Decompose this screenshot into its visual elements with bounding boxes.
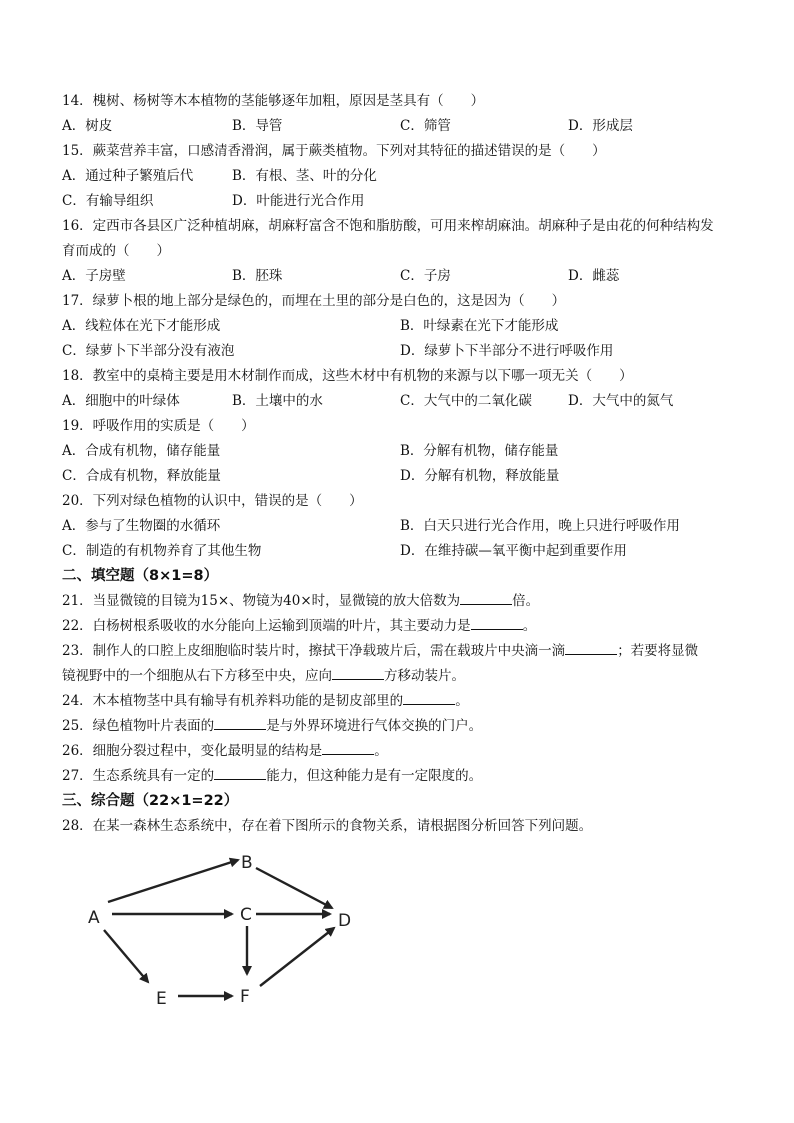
q17-option-c: C．绿萝卜下半部分没有液泡 — [62, 343, 235, 359]
q19-option-b: B．分解有机物，储存能量 — [400, 443, 559, 459]
q19-stem: 19．呼吸作用的实质是（ ） — [62, 418, 255, 434]
q18-option-d: D．大气中的氮气 — [568, 393, 674, 409]
q19-option-a: A．合成有机物，储存能量 — [62, 443, 221, 459]
q23-text-b: ；若要将显微 — [617, 643, 699, 659]
q14-option-a: A．树皮 — [62, 118, 113, 134]
q25-text-b: 是与外界环境进行气体交换的门户。 — [266, 718, 483, 734]
q14-option-d: D．形成层 — [568, 118, 633, 134]
q22 — [62, 617, 536, 635]
q16-option-c: C．子房 — [400, 268, 451, 284]
node-a-label: A — [88, 908, 100, 928]
arrow-a-to-b — [108, 860, 238, 902]
q24-text-a: 24．木本植物茎中具有输导有机养料功能的是韧皮部里的 — [62, 693, 404, 709]
q26 — [62, 742, 388, 760]
node-b-label: B — [241, 853, 253, 873]
q18-option-c: C．大气中的二氧化碳 — [400, 393, 532, 409]
q15-option-a: A．通过种子繁殖后代 — [62, 168, 194, 184]
section-comprehensive-heading: 三、综合题（22×1=22） — [62, 793, 239, 809]
q14-option-c: C．筛管 — [400, 118, 451, 134]
section-fill-in-heading: 二、填空题（8×1=8） — [62, 568, 219, 584]
arrow-f-to-d — [260, 928, 334, 986]
q27 — [62, 767, 482, 785]
q23-answer-blank-1[interactable] — [565, 642, 617, 655]
q25 — [62, 717, 482, 735]
q15-option-c: C．有输导组织 — [62, 193, 154, 209]
q21 — [62, 592, 539, 610]
q22-answer-blank[interactable] — [471, 617, 523, 630]
q14-stem: 14．槐树、杨树等木本植物的茎能够逐年加粗，原因是茎具有（ ） — [62, 93, 485, 109]
q20-option-d: D．在维持碳—氧平衡中起到重要作用 — [400, 543, 627, 559]
q14-option-b: B．导管 — [232, 118, 283, 134]
q25-text-a: 25．绿色植物叶片表面的 — [62, 718, 215, 734]
q22-text-a: 22．白杨树根系吸收的水分能向上运输到顶端的叶片，其主要动力是 — [62, 618, 471, 634]
q15-option-d: D．叶能进行光合作用 — [232, 193, 365, 209]
q18-option-b: B．土壤中的水 — [232, 393, 323, 409]
q19-option-c: C．合成有机物，释放能量 — [62, 468, 221, 484]
q26-text-b: 。 — [374, 743, 388, 759]
q15-stem: 15．蕨菜营养丰富，口感清香滑润，属于蕨类植物。下列对其特征的描述错误的是（ ） — [62, 143, 606, 159]
q20-option-c: C．制造的有机物养育了其他生物 — [62, 543, 262, 559]
q16-stem-line1: 16．定西市各县区广泛种植胡麻，胡麻籽富含不饱和脂肪酸，可用来榨胡麻油。胡麻种子是由花的何种结构发 — [62, 218, 714, 234]
q23-line2 — [62, 667, 465, 685]
q22-text-b: 。 — [522, 618, 537, 634]
q15-option-b: B．有根、茎、叶的分化 — [232, 168, 377, 184]
q16-option-a: A．子房壁 — [62, 268, 126, 284]
q26-text-a: 26．细胞分裂过程中，变化最明显的结构是 — [62, 743, 323, 759]
q17-option-b: B．叶绿素在光下才能形成 — [400, 318, 559, 334]
arrow-a-to-e — [104, 930, 148, 982]
arrow-b-to-d — [256, 868, 332, 908]
q20-option-a: A．参与了生物圈的水循环 — [62, 518, 221, 534]
q21-text-b: 倍。 — [512, 593, 540, 609]
q17-stem: 17．绿萝卜根的地上部分是绿色的，而埋在土里的部分是白色的，这是因为（ ） — [62, 293, 566, 309]
q18-stem: 18．教室中的桌椅主要是用木材制作而成，这些木材中有机物的来源与以下哪一项无关（ ） — [62, 368, 633, 384]
node-d-label: D — [338, 911, 352, 931]
food-web-diagram — [60, 840, 380, 1020]
q21-answer-blank[interactable] — [460, 592, 512, 605]
q16-option-d: D．雌蕊 — [568, 268, 620, 284]
q23-text-d: 方移动装片。 — [384, 668, 465, 684]
q17-option-a: A．线粒体在光下才能形成 — [62, 318, 221, 334]
q17-option-d: D．绿萝卜下半部分不进行呼吸作用 — [400, 343, 614, 359]
q27-answer-blank[interactable] — [214, 767, 266, 780]
q23-line1 — [62, 642, 698, 660]
q21-text-a: 21．当显微镜的目镜为15×、物镜为40×时，显微镜的放大倍数为 — [62, 593, 461, 609]
q20-stem: 20．下列对绿色植物的认识中，错误的是（ ） — [62, 493, 363, 509]
q18-option-a: A．细胞中的叶绿体 — [62, 393, 180, 409]
q23-answer-blank-2[interactable] — [332, 667, 384, 680]
q19-option-d: D．分解有机物，释放能量 — [400, 468, 560, 484]
q16-option-b: B．胚珠 — [232, 268, 283, 284]
q26-answer-blank[interactable] — [322, 742, 374, 755]
q24-text-b: 。 — [455, 693, 469, 709]
q16-stem-line2: 育而成的（ ） — [62, 243, 170, 259]
q24-answer-blank[interactable] — [403, 692, 455, 705]
q25-answer-blank[interactable] — [214, 717, 266, 730]
q27-text-a: 27．生态系统具有一定的 — [62, 768, 215, 784]
q20-option-b: B．白天只进行光合作用，晚上只进行呼吸作用 — [400, 518, 680, 534]
q23-text-c: 镜视野中的一个细胞从右下方移至中央，应向 — [62, 668, 332, 684]
q28-stem: 28．在某一森林生态系统中，存在着下图所示的食物关系，请根据图分析回答下列问题。 — [62, 818, 593, 834]
node-e-label: E — [156, 989, 167, 1009]
q27-text-b: 能力，但这种能力是有一定限度的。 — [266, 768, 483, 784]
node-c-label: C — [240, 905, 252, 925]
q24 — [62, 692, 469, 710]
node-f-label: F — [240, 987, 250, 1007]
q23-text-a: 23．制作人的口腔上皮细胞临时装片时，擦拭干净载玻片后，需在载玻片中央滴一滴 — [62, 643, 566, 659]
